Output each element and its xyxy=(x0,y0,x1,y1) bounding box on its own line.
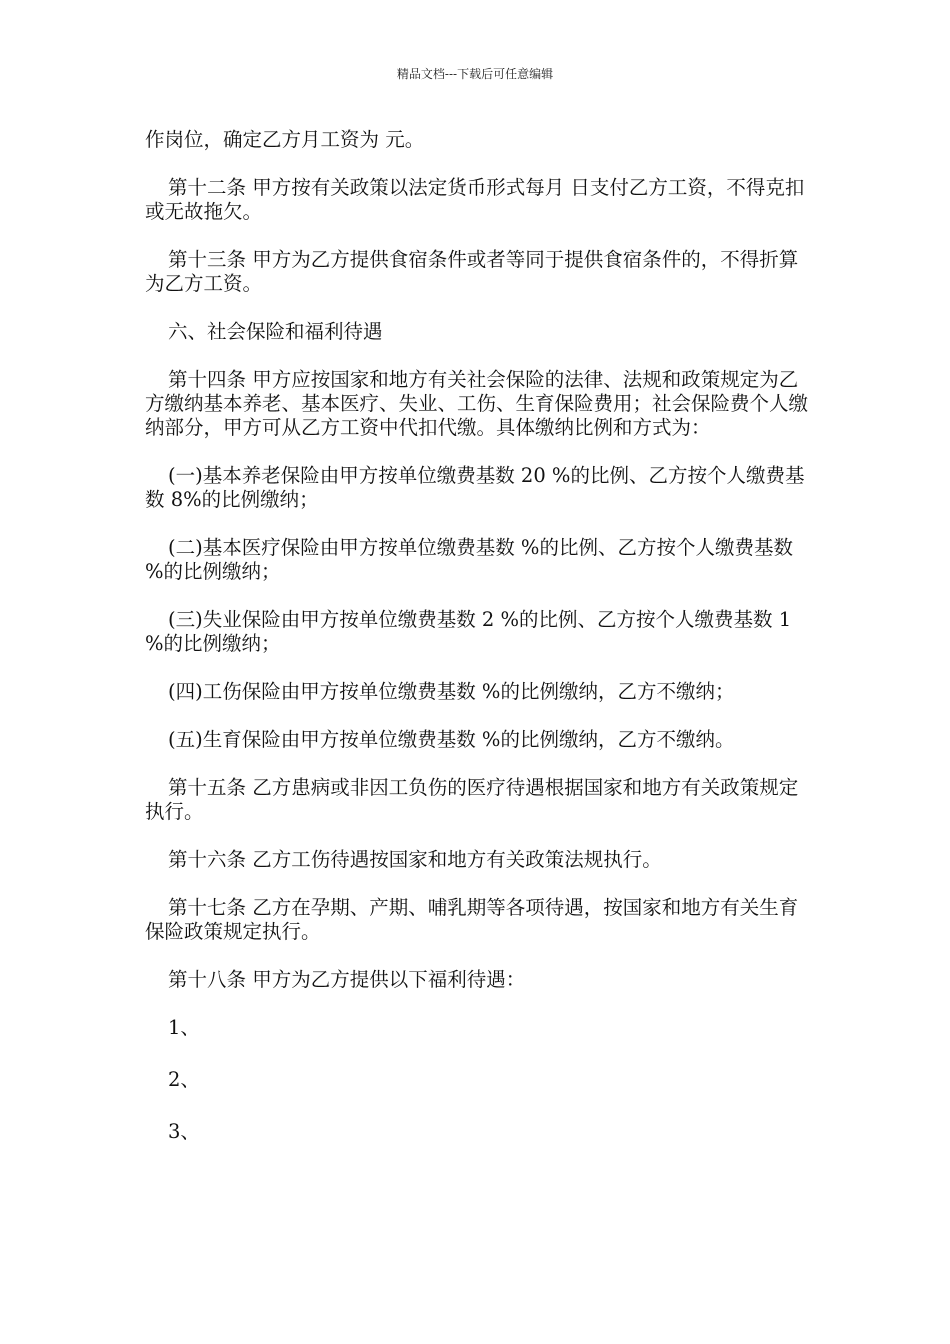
list-item: 2、 xyxy=(168,1068,200,1091)
paragraph-pension-insurance: (一)基本养老保险由甲方按单位缴费基数 20 %的比例、乙方按个人缴费基数 8%的比例缴纳； xyxy=(145,464,805,511)
document-body xyxy=(145,128,810,1172)
list-item: 3、 xyxy=(168,1120,200,1143)
paragraph-unemployment-insurance: (三)失业保险由甲方按单位缴费基数 2 %的比例、乙方按个人缴费基数 1 %的比例缴纳； xyxy=(145,608,792,655)
paragraph-article-13: 第十三条 甲方为乙方提供食宿条件或者等同于提供食宿条件的，不得折算为乙方工资。 xyxy=(145,248,799,295)
paragraph-article-17: 第十七条 乙方在孕期、产期、哺乳期等各项待遇，按国家和地方有关生育保险政策规定执行。 xyxy=(145,896,799,943)
paragraph-maternity-insurance: (五)生育保险由甲方按单位缴费基数 %的比例缴纳，乙方不缴纳。 xyxy=(168,728,735,751)
page-header: 精品文档---下载后可任意编辑 xyxy=(396,67,554,81)
section-heading-social-insurance: 六、社会保险和福利待遇 xyxy=(168,320,383,343)
paragraph-article-18: 第十八条 甲方为乙方提供以下福利待遇： xyxy=(168,968,526,991)
paragraph-article-16: 第十六条 乙方工伤待遇按国家和地方有关政策法规执行。 xyxy=(168,848,662,871)
list-item: 1、 xyxy=(168,1016,200,1039)
paragraph-medical-insurance: (二)基本医疗保险由甲方按单位缴费基数 %的比例、乙方按个人缴费基数 %的比例缴纳； xyxy=(145,536,793,583)
paragraph-article-12: 第十二条 甲方按有关政策以法定货币形式每月 日支付乙方工资，不得克扣或无故拖欠。 xyxy=(145,176,805,223)
paragraph-article-15: 第十五条 乙方患病或非因工负伤的医疗待遇根据国家和地方有关政策规定执行。 xyxy=(145,776,799,823)
paragraph-article-14: 第十四条 甲方应按国家和地方有关社会保险的法律、法规和政策规定为乙方缴纳基本养老、基本医疗、失业、工伤、生育保险费用；社会保险费个人缴纳部分，甲方可从乙方工资中代扣代缴。具体缴纳比例和方式为： xyxy=(145,368,809,439)
paragraph-wage-amount: 作岗位，确定乙方月工资为 元。 xyxy=(145,128,425,151)
paragraph-injury-insurance: (四)工伤保险由甲方按单位缴费基数 %的比例缴纳，乙方不缴纳； xyxy=(168,680,735,703)
